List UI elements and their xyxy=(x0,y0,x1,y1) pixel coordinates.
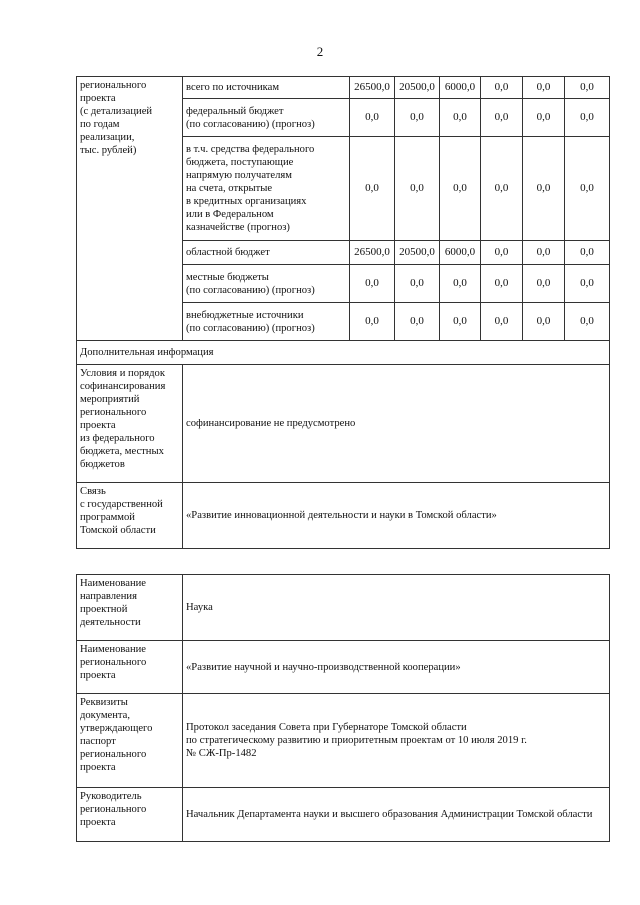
project-name-label: Наименование регионального проекта xyxy=(77,641,183,694)
value-cell: 0,0 xyxy=(395,99,440,137)
source-total: всего по источникам xyxy=(183,77,350,99)
value-cell: 0,0 xyxy=(565,77,610,99)
value-cell: 0,0 xyxy=(523,77,565,99)
requisites-value: Протокол заседания Совета при Губернаторе Томской области по стратегическому развитию и приоритетным проектам от 10 июля 2019 г. № СЖ-Пр-1482 xyxy=(183,694,610,788)
direction-value: Наука xyxy=(183,575,610,641)
cofinancing-label: Условия и порядок софинансирования мероприятий регионального проекта из федерального бюджета, местных бюджетов xyxy=(77,365,183,483)
value-cell: 0,0 xyxy=(350,265,395,303)
value-cell: 0,0 xyxy=(440,99,481,137)
source-federal-direct: в т.ч. средства федерального бюджета, поступающие напрямую получателям на счета, открытые в кредитных организациях или в Федеральном казначействе (прогноз) xyxy=(183,137,350,241)
project-table xyxy=(76,574,610,842)
value-cell: 0,0 xyxy=(565,99,610,137)
value-cell: 0,0 xyxy=(523,99,565,137)
funding-table xyxy=(76,76,610,549)
value-cell: 0,0 xyxy=(523,241,565,265)
program-link-label: Связь с государственной программой Томской области xyxy=(77,483,183,549)
value-cell: 0,0 xyxy=(523,137,565,241)
value-cell: 0,0 xyxy=(481,99,523,137)
value-cell: 0,0 xyxy=(395,303,440,341)
value-cell: 0,0 xyxy=(481,77,523,99)
value-cell: 0,0 xyxy=(565,265,610,303)
value-cell: 0,0 xyxy=(350,303,395,341)
value-cell: 0,0 xyxy=(565,241,610,265)
requisites-label: Реквизиты документа, утверждающего паспорт регионального проекта xyxy=(77,694,183,788)
value-cell: 26500,0 xyxy=(350,77,395,99)
value-cell: 0,0 xyxy=(565,137,610,241)
value-cell: 26500,0 xyxy=(350,241,395,265)
source-extrabudget: внебюджетные источники (по согласованию) (прогноз) xyxy=(183,303,350,341)
direction-label: Наименование направления проектной деятельности xyxy=(77,575,183,641)
value-cell: 0,0 xyxy=(523,265,565,303)
project-head-value: Начальник Департамента науки и высшего образования Администрации Томской области xyxy=(183,788,610,842)
source-regional: областной бюджет xyxy=(183,241,350,265)
value-cell: 0,0 xyxy=(481,265,523,303)
value-cell: 20500,0 xyxy=(395,241,440,265)
value-cell: 20500,0 xyxy=(395,77,440,99)
value-cell: 0,0 xyxy=(565,303,610,341)
value-cell: 6000,0 xyxy=(440,77,481,99)
value-cell: 0,0 xyxy=(395,137,440,241)
source-local: местные бюджеты (по согласованию) (прогноз) xyxy=(183,265,350,303)
value-cell: 0,0 xyxy=(481,137,523,241)
page-number: 2 xyxy=(316,44,324,59)
value-cell: 0,0 xyxy=(440,303,481,341)
project-name-value: «Развитие научной и научно-производственной кооперации» xyxy=(183,641,610,694)
value-cell: 0,0 xyxy=(440,265,481,303)
source-federal: федеральный бюджет (по согласованию) (прогноз) xyxy=(183,99,350,137)
value-cell: 0,0 xyxy=(350,99,395,137)
value-cell: 0,0 xyxy=(440,137,481,241)
value-cell: 0,0 xyxy=(481,241,523,265)
additional-info-header: Дополнительная информация xyxy=(77,341,610,365)
value-cell: 6000,0 xyxy=(440,241,481,265)
value-cell: 0,0 xyxy=(395,265,440,303)
cofinancing-value: софинансирование не предусмотрено xyxy=(183,365,610,483)
value-cell: 0,0 xyxy=(481,303,523,341)
program-link-value: «Развитие инновационной деятельности и науки в Томской области» xyxy=(183,483,610,549)
value-cell: 0,0 xyxy=(350,137,395,241)
funding-label: регионального проекта (с детализацией по годам реализации, тыс. рублей) xyxy=(77,77,183,341)
project-head-label: Руководитель регионального проекта xyxy=(77,788,183,842)
value-cell: 0,0 xyxy=(523,303,565,341)
